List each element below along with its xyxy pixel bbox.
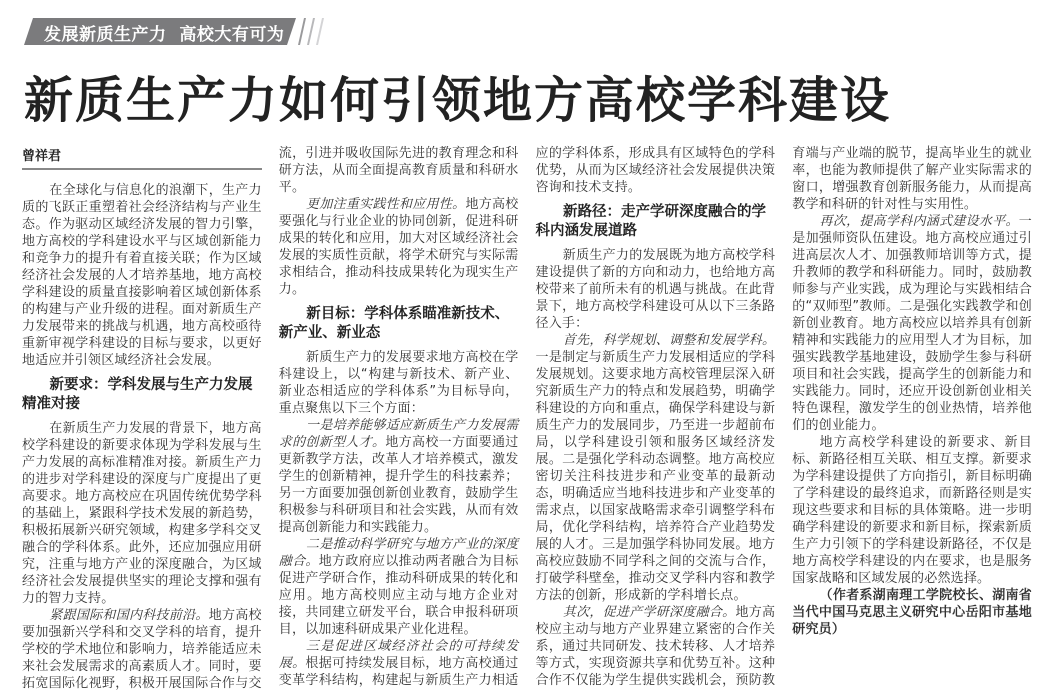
paragraph-lead: 三是促进区域经济社会的可持续发展。 (278, 639, 519, 671)
paragraph-lead: 其次，促进产学研深度融合。 (562, 605, 736, 620)
paragraph-text: 新质生产力的发展要求地方高校在学科建设上，以“构建与新技术、新产业、新业态相适应的学科体系”为目标导向，重点聚焦以下三个方面： (278, 350, 519, 416)
paragraph-text: 地方高校一方面要通过更新教学方法，改革人才培养模式，激发学生的创新精神，提升学生的科技素养；另一方面要加强创新创业教育，鼓励学生积极参与科研项目和社会实践，从而有效提高创新能力和实践能力。 (278, 435, 519, 535)
paragraph-lead: 更加注重实践性和应用性。 (306, 197, 466, 212)
paragraph (22, 420, 262, 607)
paragraph-lead: 首先，科学规划、调整和发展学科。 (562, 333, 776, 348)
paragraph (792, 434, 1032, 587)
paragraph (792, 213, 1032, 434)
paragraph (536, 247, 776, 332)
paragraph-text: 一是加强师资队伍建设。地方高校应通过引进高层次人才、加强教师培训等方式，提升教师的教学和科研能力。同时，鼓励教师参与产业实践，成为理论与实践相结合的“双师型”教师。二是强化实践教学和创新创业教育。地方高校应以培养具有创新精神和实践能力的应用型人才为目标，加强实践教学基地建设，鼓励学生参与科研项目和社会实践，提高学生的创新能力和实践能力。同时，还应开设创新创业相关特色课程，激发学生的创业热情，培养他们的创业能力。 (792, 214, 1032, 433)
byline: 曾祥君 (22, 145, 262, 170)
paragraph (22, 182, 262, 369)
paragraph-text: 地方政府应以推动两者融合为目标促进产学研合作，推动科研成果的转化和应用。地方高校则应主动与地方企业对接，共同建立研发平台，联合申报科研项目，以加速科研成果产业化进程。 (278, 554, 519, 637)
paragraph-text: 地方高校应主动与地方产业界建立紧密的合作关系，通过共同研发、技术转移、人才培养等方式，实现资源共享和优势互补。这种合作不仅能为学生提供实践机会，预防教育端与产业端的脱节，提高毕业生的就业率，也能为教师提供了解产业实际需求的窗口，增强教育创新服务能力，从而提高教学和科研的针对性与实用性。 (535, 146, 1032, 688)
banner-stripe (298, 18, 306, 45)
paragraph (279, 536, 519, 638)
banner-stripe (307, 18, 315, 45)
paragraph-text: 地方高校学科建设的新要求、新目标、新路径相互关联、相互支撑。新要求为学科建设提供了方向指引，新目标明确了学科建设的最终追求，而新路径则是实现这些要求和目标的具体策略。进一步明确学科建设的新要求和新目标，探索新质生产力引领下的学科建设新路径，不仅是地方高校学科建设的内在要求，也是服务国家战略和区域发展的必然选择。 (792, 435, 1032, 586)
paragraph-lead: 二是推动科学研究与地方产业的深度融合。 (278, 537, 519, 569)
section-banner (24, 18, 296, 45)
section-heading: 新要求：学科发展与生产力发展精准对接 (22, 377, 253, 412)
paragraph-lead: 紧跟国际和国内科技前沿。 (49, 608, 209, 623)
paragraph-lead: 一是培养能够适应新质生产力发展需求的创新型人才。 (278, 418, 519, 450)
paragraph-text: 在新质生产力发展的背景下，地方高校学科建设的新要求体现为学科发展与生产力发展的高标准精准对接。新质生产力的进步对学科建设的深度与广度提出了更高要求。地方高校应在巩固传统优势学科的基础上，紧跟科学技术发展的新趋势，积极拓展新兴研究领域，构建多学科交叉融合的学科体系。此外，还应加强应用研究，注重与地方产业的深度融合，为区域经济社会发展提供坚实的理论支撑和强有力的智力支持。 (22, 421, 262, 606)
author-note: （作者系湖南理工学院校长、湖南省当代中国马克思主义研究中心岳阳市基地研究员） (792, 588, 1032, 637)
banner-stripe (316, 18, 324, 45)
banner-text: 发展新质生产力 高校大有可为 (44, 25, 285, 45)
article-title: 新质生产力如何引领地方高校学科建设 (24, 72, 892, 129)
paragraph-text: 地方高校要强化与行业企业的协同创新，促进科研成果的转化和应用，加大对区域经济社会发展的实质性贡献，将学术研究与实际需求相结合，推动科技成果转化为现实生产力。 (278, 197, 519, 297)
paragraph (279, 417, 519, 536)
article-body (22, 145, 1032, 693)
paragraph-text: 一是制定与新质生产力发展相适应的学科发展规划。这要求地方高校管理层深入研究新质生产力的特点和发展趋势，明确学科建设的方向和重点，确保学科建设与新质生产力的发展同步，乃至进一步超前布局，以学科建设引领和服务区域经济发展。二是强化学科动态调整。地方高校应密切关注科技进步和产业变革的最新动态，明确适应当地科技进步和产业变革的需求点，以国家战略需求牵引调整学科布局，优化学科结构，培养符合产业趋势发展的人才。三是加强学科协同发展。地方高校应鼓励不同学科之间的交流与合作，打破学科壁垒，推动交叉学科内容和教学方法的创新，形成新的学科增长点。 (535, 350, 776, 603)
section-heading: 新路径：走产学研深度融合的学科内涵发展道路 (535, 204, 767, 239)
paragraph-text: 根据可持续发展目标，地方高校通过变革学科结构，构建起与新质生产力相适应的学科体系，形成具有区域特色的学科优势，从而为区域经济社会发展提供决策咨询和技术支持。 (278, 146, 776, 688)
paragraph-text: 在全球化与信息化的浪潮下，生产力质的飞跃正重塑着社会经济结构与产业生态。作为驱动区域经济发展的智力引擎，地方高校的学科建设水平与区域创新能力和竞争力的提升有着直接关联；作为区域经济社会发展的人才培养基地，地方高校学科建设的质量直接影响着区域创新体系的构建与产业升级的进程。面对新质生产力发展带来的挑战与机遇，地方高校亟待重新审视学科建设的目标与要求，以更好地适应并引领区域经济社会发展。 (22, 183, 262, 368)
paragraph (536, 332, 776, 604)
paragraph-text: 新质生产力的发展既为地方高校学科建设提供了新的方向和动力，也给地方高校带来了前所未有的机遇与挑战。在此背景下，地方高校学科建设可从以下三条路径入手： (535, 248, 776, 331)
paragraph-lead: 再次，提高学科内涵式建设水平。 (819, 214, 1019, 229)
paragraph (279, 349, 519, 417)
paragraph (279, 196, 519, 298)
paragraph-text: 地方高校要加强新兴学科和交叉学科的培育，提升学校的学术地位和影响力，培养能适应未来社会发展需求的高素质人才。同时，要拓宽国际化视野，积极开展国际合作与交流，引进并吸收国际先进的教育理念和科研方法，从而全面提高教育质量和科研水平。 (22, 146, 519, 691)
section-heading: 新目标：学科体系瞄准新技术、新产业、新业态 (278, 306, 510, 341)
